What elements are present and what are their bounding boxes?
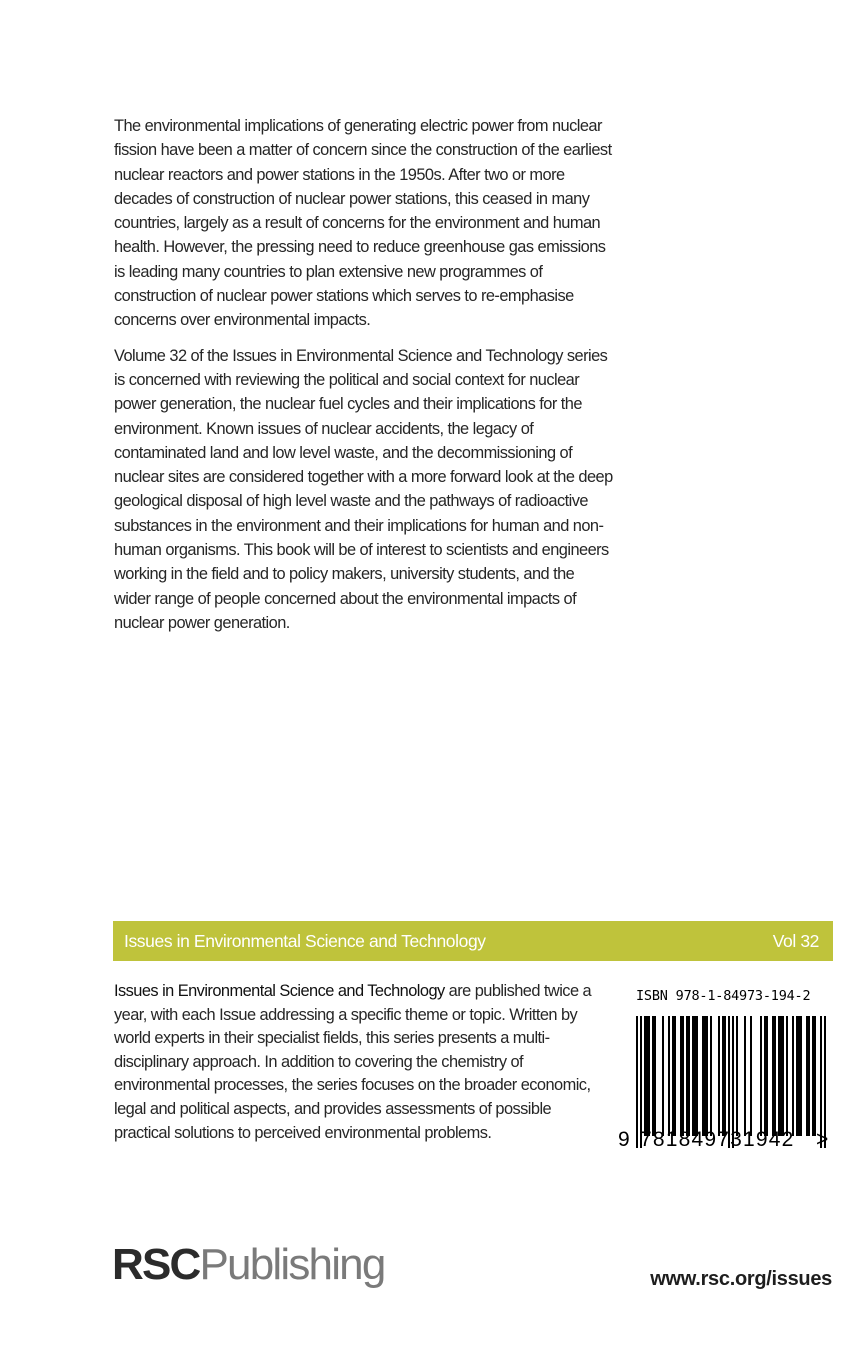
ean-arrow-icon: > — [816, 1128, 829, 1151]
barcode-bar — [668, 1016, 670, 1136]
barcode-bar — [696, 1016, 698, 1136]
barcode-bar — [750, 1016, 752, 1136]
series-description-text: are published twice a year, with each Issue addressing a specific theme or topic. Written by world experts in their specialist fields, this series presents a multi-disciplinary approach. In addition to covering the chemistry of environmental processes, the series focuses on the broader economic, legal and political aspects, and provides assessments of possible practical solutions to perceived environmental problems. — [114, 982, 592, 1142]
barcode-bar — [812, 1016, 814, 1136]
barcode-bar — [800, 1016, 802, 1136]
barcode-bar — [780, 1016, 782, 1136]
series-description — [114, 980, 604, 1145]
barcode-bar — [736, 1016, 738, 1136]
blurb-paragraph-2: Volume 32 of the Issues in Environmental Science and Technology series is concerned with reviewing the political and social context for nuclear power generation, the nuclear fuel cycles and their implications for the environment. Known issues of nuclear accidents, the legacy of contaminated land and low level waste, and the decommissioning of nuclear sites are considered together with a more forward look at the deep geological disposal of high level waste and the pathways of radioactive substances in the environment and their implications for human and non-human organisms. This book will be of interest to scientists and engineers working in the field and to policy makers, university students, and the wider range of people concerned about the environmental impacts of nuclear power generation. — [114, 346, 613, 632]
barcode-bar — [702, 1016, 704, 1136]
barcode-bar — [814, 1016, 816, 1136]
barcode-bar — [796, 1016, 798, 1136]
barcode-bar — [686, 1016, 688, 1136]
barcode-bar — [682, 1016, 684, 1136]
barcode-bar — [808, 1016, 810, 1136]
isbn-label: ISBN 978-1-84973-194-2 — [636, 988, 811, 1004]
barcode-bar — [744, 1016, 746, 1136]
barcode-bar — [778, 1016, 780, 1136]
barcode-bar — [662, 1016, 664, 1136]
barcode-bar — [782, 1016, 784, 1136]
ean-first-digit: 9 — [618, 1128, 630, 1151]
barcode-bar — [646, 1016, 648, 1136]
barcode-bar — [704, 1016, 706, 1136]
barcode-bar — [764, 1016, 766, 1136]
barcode-bar — [672, 1016, 674, 1136]
barcode-bar — [694, 1016, 696, 1136]
back-cover-blurb — [114, 114, 614, 646]
publisher-url[interactable]: www.rsc.org/issues — [650, 1268, 832, 1290]
logo-rsc: RSC — [112, 1240, 200, 1289]
barcode-bar — [786, 1016, 788, 1136]
barcode-bar — [792, 1016, 794, 1136]
barcode-bar — [766, 1016, 768, 1136]
logo-publishing: Publishing — [199, 1240, 385, 1289]
volume-number: Vol 32 — [772, 930, 819, 951]
barcode-bar — [692, 1016, 694, 1136]
barcode-bar — [760, 1016, 762, 1136]
series-name: Issues in Environmental Science and Technology — [114, 982, 445, 1000]
barcode-bar — [652, 1016, 654, 1136]
barcode-bar — [722, 1016, 724, 1136]
series-description-paragraph — [114, 980, 604, 1145]
barcode-bar — [774, 1016, 776, 1136]
isbn-barcode-block — [618, 988, 834, 1168]
barcode-bar — [772, 1016, 774, 1136]
barcode-bar — [710, 1016, 712, 1136]
series-title: Issues in Environmental Science and Technology — [124, 930, 486, 951]
barcode-bar — [654, 1016, 656, 1136]
barcode-icon — [634, 1008, 834, 1148]
ean-remaining-digits: 781849731942 — [640, 1128, 795, 1151]
barcode-bar — [674, 1016, 676, 1136]
barcode-bar — [798, 1016, 800, 1136]
barcode-bar — [644, 1016, 646, 1136]
rsc-publishing-logo — [112, 1240, 385, 1289]
barcode-bar — [724, 1016, 726, 1136]
barcode-bar — [680, 1016, 682, 1136]
series-band — [113, 921, 833, 961]
barcode-bar — [648, 1016, 650, 1136]
barcode-bar — [688, 1016, 690, 1136]
ean-digits — [618, 1128, 834, 1158]
barcode-bar — [718, 1016, 720, 1136]
barcode-bar — [806, 1016, 808, 1136]
barcode-bar — [706, 1016, 708, 1136]
blurb-paragraph-1: The environmental implications of generating electric power from nuclear fission have been a matter of concern since the construction of the earliest nuclear reactors and power stations in the 1950s. After two or more decades of construction of nuclear power stations, this ceased in many countries, largely as a result of concerns for the environment and human health. However, the pressing need to reduce greenhouse gas emissions is leading many countries to plan extensive new programmes of construction of nuclear power stations which serves to re-emphasise concerns over environmental impacts. — [114, 117, 612, 330]
